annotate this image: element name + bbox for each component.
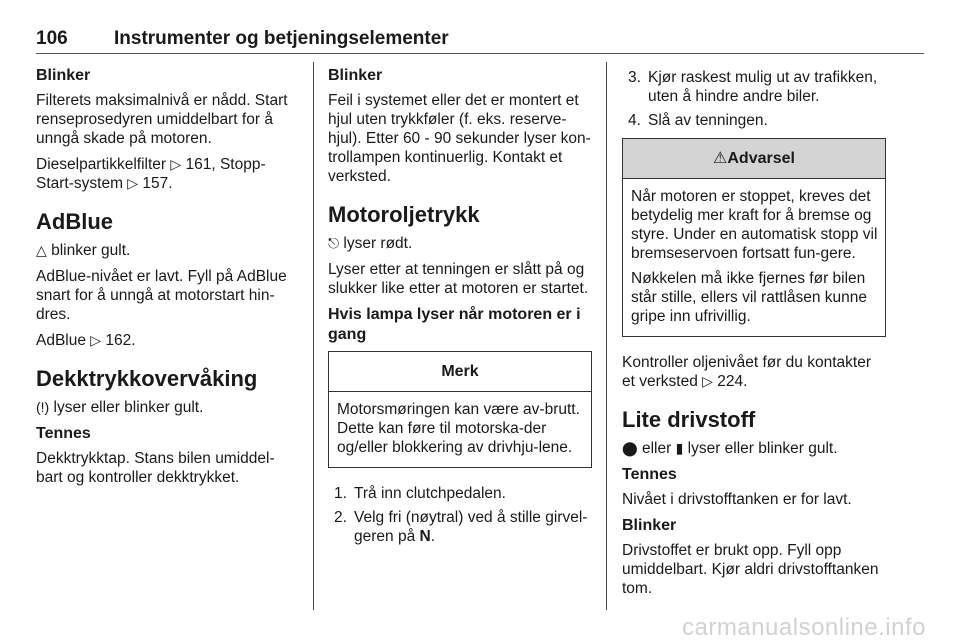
paragraph: Feil i systemet eller det er montert et hjul uten trykkføler (f. eks. reserve-hjul). Etter 60 - 90 sekunder lyser kon-trollampen kontinuerlig. Kontakt et verksted. bbox=[328, 92, 591, 185]
page-number: 106 bbox=[36, 28, 68, 49]
paragraph bbox=[622, 353, 886, 391]
note-box bbox=[328, 351, 592, 468]
step-text: Trå inn clutchpedalen. bbox=[354, 485, 506, 502]
paragraph bbox=[36, 331, 298, 350]
column-divider bbox=[313, 62, 314, 610]
warning-text: Når motoren er stoppet, kreves det betydelig mer kraft for å bremse og styre. Under en automatisk stopp vil bremseservoen fortsatt fun-gere. bbox=[631, 188, 878, 262]
text: lyser eller blinker gult. bbox=[53, 399, 204, 416]
paragraph bbox=[36, 241, 298, 260]
paragraph: Dekktrykktap. Stans bilen umiddel-bart og kontroller dekktrykket. bbox=[36, 450, 275, 486]
column-right bbox=[622, 62, 886, 605]
section-heading-blinker: Blinker bbox=[328, 67, 383, 84]
paragraph: Drivstoffet er brukt opp. Fyll opp umiddelbart. Kjør aldri drivstofftanken tom. bbox=[622, 542, 879, 597]
text: AdBlue bbox=[36, 332, 86, 349]
text: lyser rødt. bbox=[343, 235, 413, 252]
running-title: Instrumenter og betjeningselementer bbox=[114, 28, 449, 49]
list-item bbox=[328, 508, 592, 546]
page-reference: 162. bbox=[105, 332, 136, 349]
ref-arrow-icon[interactable]: ▷ bbox=[90, 332, 102, 348]
text: lyser eller blinker gult. bbox=[687, 440, 838, 457]
warning-title: Advarsel bbox=[727, 150, 795, 167]
section-title-drivstoff: Lite drivstoff bbox=[622, 407, 756, 432]
column-left bbox=[36, 62, 298, 494]
paragraph: Nivået i drivstofftanken er for lavt. bbox=[622, 491, 852, 508]
oil-can-icon: ⎋ bbox=[328, 235, 340, 251]
section-title-dekktrykk: Dekktrykkovervåking bbox=[36, 366, 258, 391]
text: Kontroller oljenivået før du kontakter et verksted bbox=[622, 354, 871, 390]
page-reference: 157. bbox=[142, 175, 173, 192]
fuel-dot-icon: ⬤ bbox=[622, 440, 638, 456]
text: eller bbox=[641, 440, 672, 457]
watermark: carmanualsonline.info bbox=[682, 614, 926, 641]
note-title: Merk bbox=[329, 352, 591, 392]
column-middle bbox=[328, 62, 592, 551]
step-list bbox=[622, 68, 886, 130]
step-text: Slå av tenningen. bbox=[648, 112, 768, 129]
warning-triangle-icon: ⚠ bbox=[713, 150, 728, 167]
paragraph: Lyser etter at tenningen er slått på og slukker like etter at motoren er startet. bbox=[328, 261, 589, 297]
column-divider bbox=[606, 62, 607, 610]
paragraph bbox=[36, 398, 298, 417]
step-number: 2. bbox=[334, 509, 347, 526]
section-title-adblue: AdBlue bbox=[36, 209, 113, 234]
section-title-motoroljetrykk: Motoroljetrykk bbox=[328, 202, 480, 227]
section-heading-blinker: Blinker bbox=[622, 517, 677, 534]
step-list bbox=[328, 484, 592, 546]
tire-pressure-icon: (!) bbox=[36, 399, 50, 415]
step-number: 3. bbox=[628, 69, 641, 86]
paragraph: Filterets maksimalnivå er nådd. Start renseprosedyren umiddelbart for å unngå skade på motoren. bbox=[36, 92, 288, 147]
gear-letter: N bbox=[419, 528, 431, 545]
adblue-icon: △ bbox=[36, 242, 47, 258]
punctuation: . bbox=[430, 528, 436, 545]
list-item bbox=[328, 484, 592, 503]
section-heading-lampa: Hvis lampa lyser når motoren er i gang bbox=[328, 306, 581, 343]
fuel-pump-icon: ▮ bbox=[675, 440, 684, 456]
text: blinker gult. bbox=[51, 242, 131, 259]
ref-arrow-icon[interactable]: ▷ bbox=[702, 373, 713, 389]
page-reference: 161, Stopp-Start-system bbox=[36, 156, 266, 192]
step-text: Kjør raskest mulig ut av trafikken, uten å hindre andre biler. bbox=[648, 69, 878, 105]
paragraph bbox=[622, 439, 886, 458]
warning-header bbox=[623, 139, 885, 179]
step-number: 4. bbox=[628, 112, 641, 129]
paragraph: AdBlue-nivået er lavt. Fyll på AdBlue snart for å unngå at motorstart hin-dres. bbox=[36, 268, 287, 323]
list-item bbox=[622, 111, 886, 130]
text: Dieselpartikkelfilter bbox=[36, 156, 167, 173]
ref-arrow-icon[interactable]: ▷ bbox=[127, 175, 139, 191]
page-header bbox=[36, 28, 924, 54]
page-reference: 224. bbox=[717, 373, 748, 390]
warning-box bbox=[622, 138, 886, 337]
note-text: Motorsmøringen kan være av-brutt. Dette kan føre til motorska-der og/eller blokkering av drivhju-lene. bbox=[337, 401, 580, 456]
section-heading-blinker: Blinker bbox=[36, 67, 91, 84]
step-text: Velg fri (nøytral) ved å stille girvel-geren på bbox=[354, 509, 588, 545]
warning-text: Nøkkelen må ikke fjernes før bilen står stille, ellers vil rattlåsen kunne gripe inn ufrivillig. bbox=[631, 270, 868, 325]
step-number: 1. bbox=[334, 485, 347, 502]
section-heading-tennes: Tennes bbox=[36, 425, 91, 442]
list-item bbox=[622, 68, 886, 106]
paragraph bbox=[36, 155, 298, 193]
section-heading-tennes: Tennes bbox=[622, 466, 677, 483]
ref-arrow-icon[interactable]: ▷ bbox=[170, 156, 182, 172]
paragraph bbox=[328, 234, 592, 253]
